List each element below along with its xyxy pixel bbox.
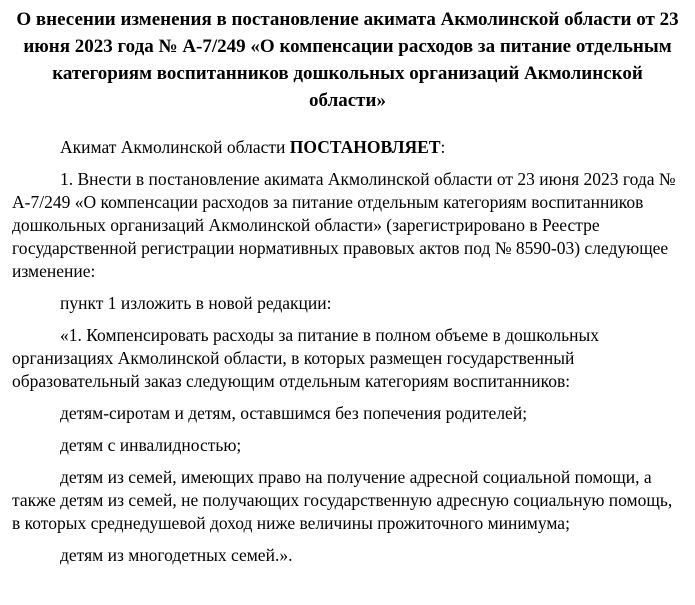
paragraph-category-low-income: детям из семей, имеющих право на получение адресной социальной помощи, а также детям из семей, не получающих государственную адресную социальную помощь, в которых среднедушевой доход ниже величины прожиточного минимума; bbox=[12, 467, 673, 533]
intro-resolves-keyword: ПОСТАНОВЛЯЕТ bbox=[289, 137, 441, 157]
paragraph-category-orphans: детям-сиротам и детям, оставшимся без попечения родителей; bbox=[60, 403, 528, 423]
paragraph-amendment: 1. Внести в постановление акимата Акмолинской области от 23 июня 2023 года № А-7/249 «О компенсации расходов за питание отдельным категориям воспитанников дошкольных организаций Акмолинской области» (зарегистрировано в Реестре государственной регистрации нормативных правовых актов под № 8590-03) следующее изменение: bbox=[12, 169, 676, 281]
intro-paragraph bbox=[12, 136, 683, 159]
paragraph-new-edition: пункт 1 изложить в новой редакции: bbox=[60, 293, 332, 313]
paragraph-category-disability: детям с инвалидностью; bbox=[60, 435, 242, 455]
document-title: О внесении изменения в постановление акимата Акмолинской области от 23 июня 2023 года № А-7/249 «О компенсации расходов за питание отдельным категориям воспитанников дошкольных организаций Акмолинской области» bbox=[16, 9, 679, 111]
intro-tail: : bbox=[440, 137, 446, 157]
intro-lead: Акимат Акмолинской области bbox=[60, 137, 290, 157]
paragraph-category-large-families: детям из многодетных семей.». bbox=[60, 545, 293, 565]
paragraph-compensation: «1. Компенсировать расходы за питание в полном объеме в дошкольных организациях Акмолинской области, в которых размещен государственный образовательный заказ следующим отдельным категориям воспитанников: bbox=[12, 325, 599, 391]
